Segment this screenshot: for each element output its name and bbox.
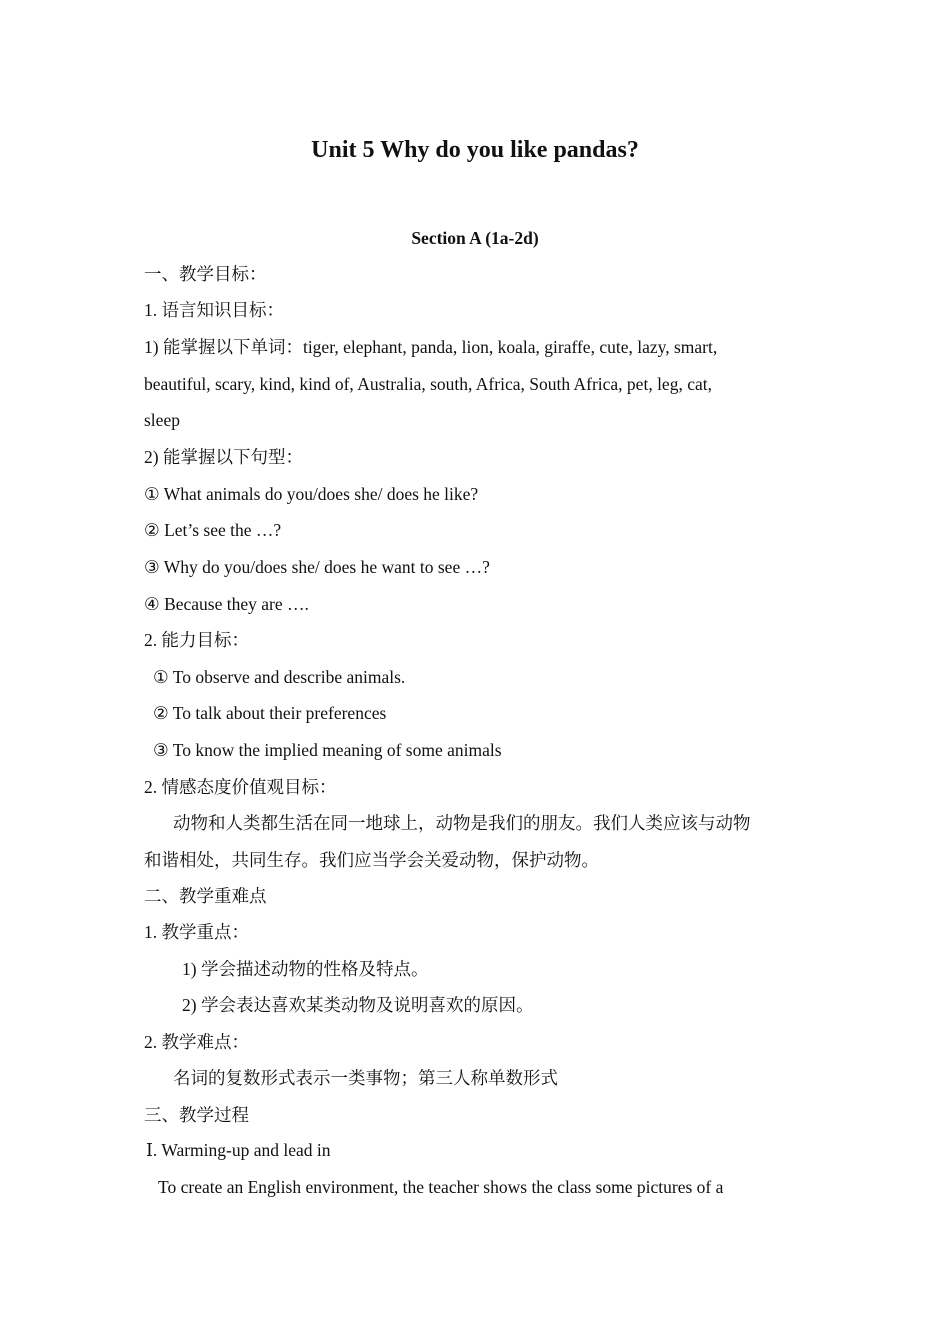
paragraph-line: 动物和人类都生活在同一地球上，动物是我们的朋友。我们人类应该与动物 — [173, 813, 751, 833]
vocabulary-line: sleep — [144, 410, 180, 430]
ability-item: ③ To know the implied meaning of some animals — [153, 740, 502, 760]
ability-item: ① To observe and describe animals. — [153, 667, 406, 687]
heading-teaching-process: 三、教学过程 — [144, 1105, 249, 1125]
ability-item: ② To talk about their preferences — [153, 703, 387, 723]
subheading-language-knowledge: 1. 语言知识目标： — [144, 300, 284, 320]
paragraph-line: 和谐相处，共同生存。我们应当学会关爱动物，保护动物。 — [144, 850, 599, 870]
step-heading: Ⅰ. Warming-up and lead in — [146, 1140, 331, 1160]
subheading-emotional-objectives: 2. 情感态度价值观目标： — [144, 777, 337, 797]
sentence-pattern-item: ① What animals do you/does she/ does he like? — [144, 484, 479, 504]
heading-teaching-objectives: 一、教学目标： — [144, 264, 267, 284]
document-title: Unit 5 Why do you like pandas? — [311, 137, 639, 163]
sentence-pattern-item: ③ Why do you/does she/ does he want to see …? — [144, 557, 490, 577]
heading-key-points: 二、教学重难点 — [144, 886, 267, 906]
subheading-sentence-patterns: 2) 能掌握以下句型： — [144, 447, 303, 467]
subheading-difficult-points: 2. 教学难点： — [144, 1032, 249, 1052]
subheading-key-points: 1. 教学重点： — [144, 922, 249, 942]
vocabulary-line: 1) 能掌握以下单词：tiger, elephant, panda, lion, koala, giraffe, cute, lazy, smart, — [144, 337, 718, 357]
section-heading: Section A (1a-2d) — [411, 228, 539, 248]
difficult-point-text: 名词的复数形式表示一类事物；第三人称单数形式 — [173, 1068, 558, 1088]
key-point-item: 1) 学会描述动物的性格及特点。 — [182, 959, 429, 979]
subheading-ability-objectives: 2. 能力目标： — [144, 630, 249, 650]
sentence-pattern-item: ④ Because they are …. — [144, 594, 309, 614]
paragraph-line: To create an English environment, the teacher shows the class some pictures of a — [158, 1177, 724, 1197]
key-point-item: 2) 学会表达喜欢某类动物及说明喜欢的原因。 — [182, 995, 534, 1015]
sentence-pattern-item: ② Let’s see the …? — [144, 520, 282, 540]
vocabulary-line: beautiful, scary, kind, kind of, Australia, south, Africa, South Africa, pet, leg, cat, — [144, 374, 712, 394]
